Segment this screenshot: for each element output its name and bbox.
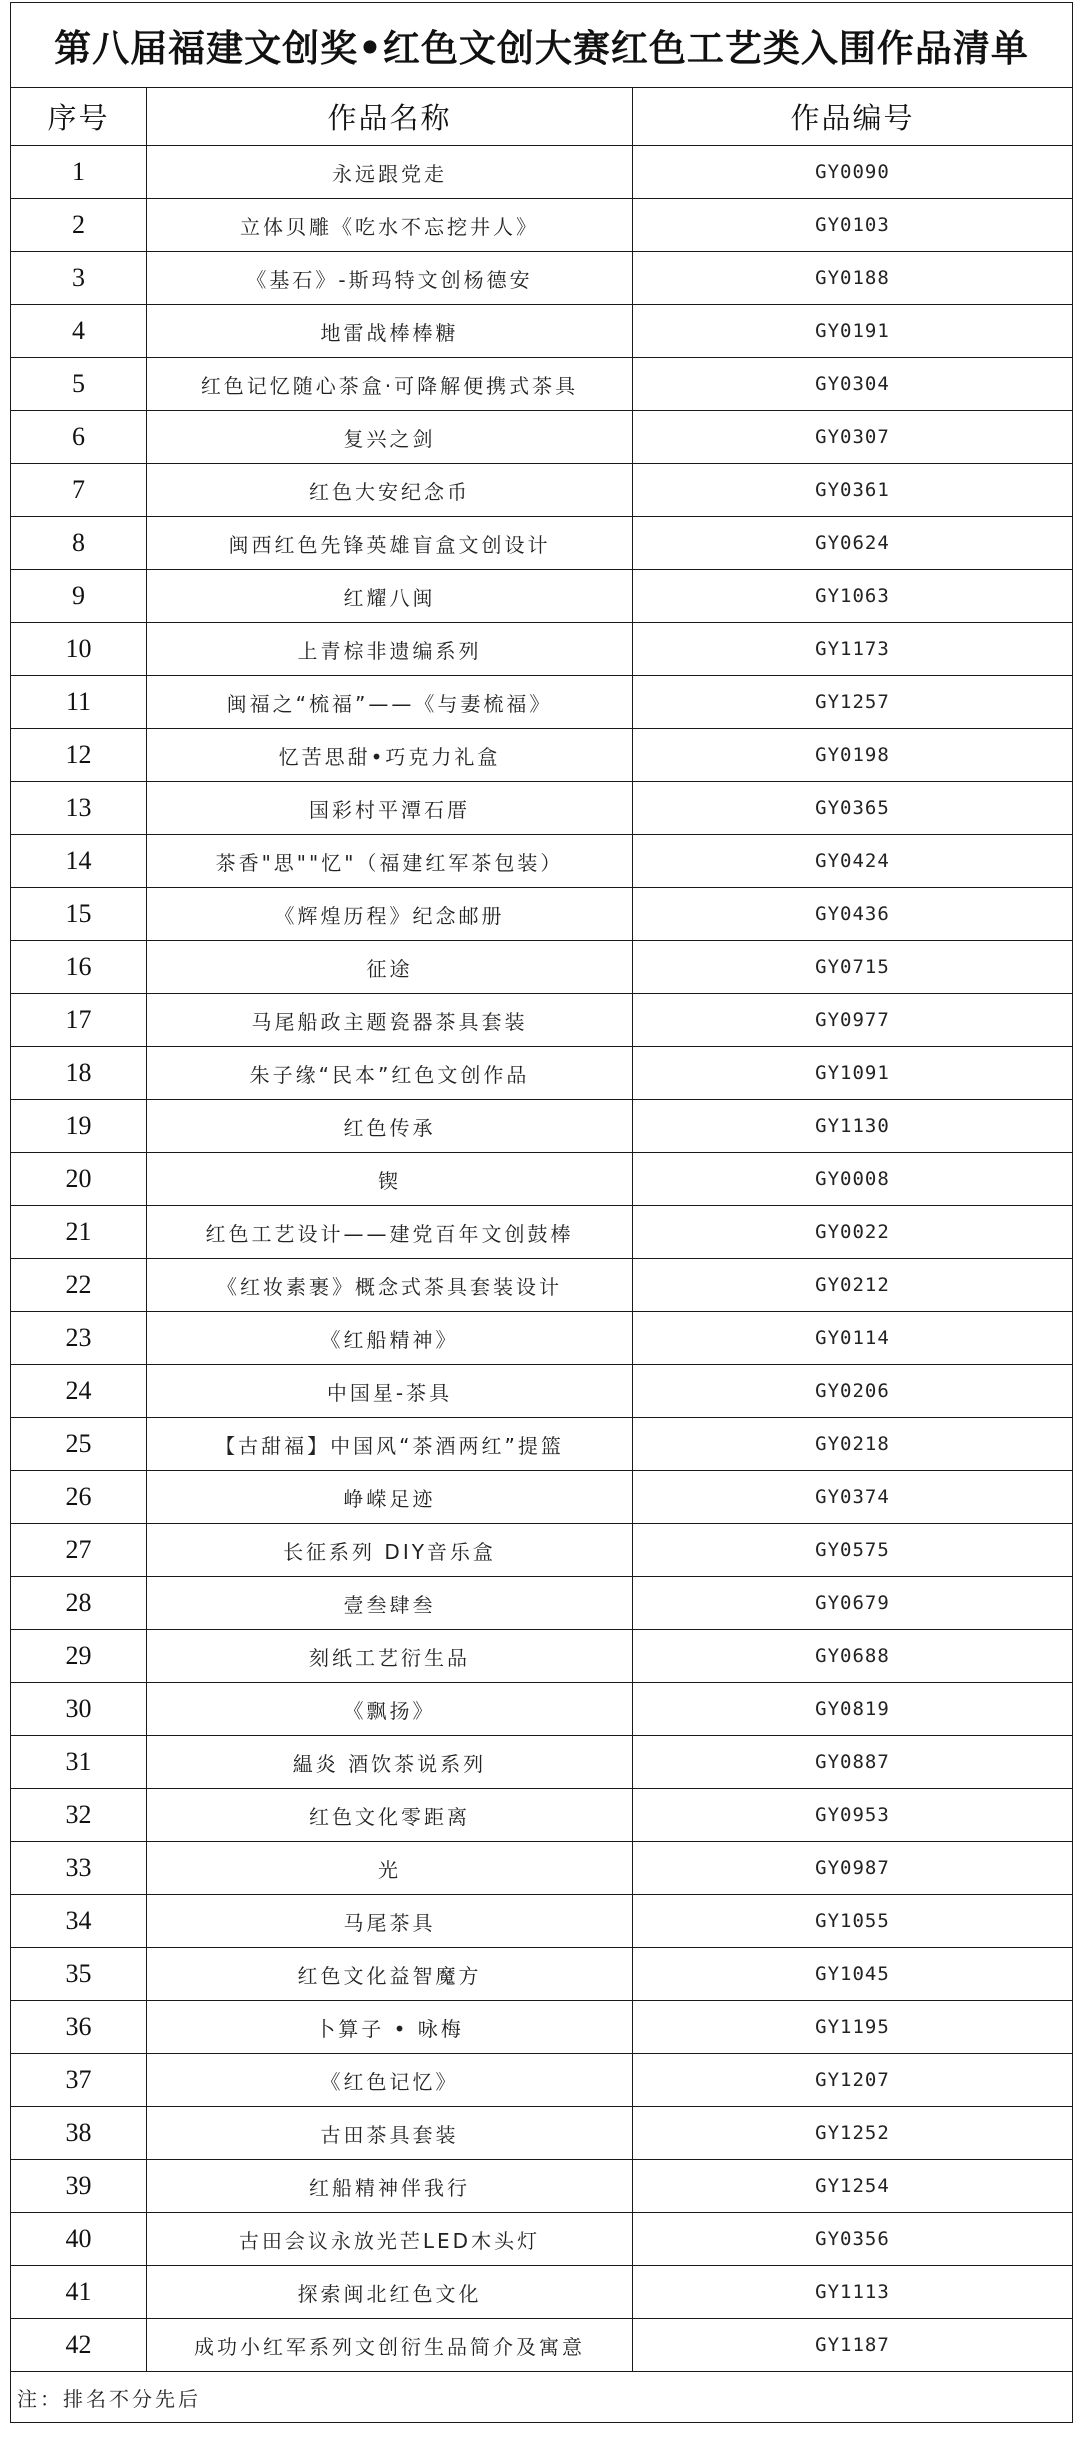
row-index: 14: [11, 835, 147, 888]
row-name: 红色大安纪念币: [147, 464, 633, 517]
row-code: GY0361: [633, 464, 1073, 517]
row-name: 复兴之剑: [147, 411, 633, 464]
row-code: GY0008: [633, 1153, 1073, 1206]
row-name: 马尾船政主题瓷器茶具套装: [147, 994, 633, 1047]
row-code: GY0198: [633, 729, 1073, 782]
row-index: 2: [11, 199, 147, 252]
row-index: 27: [11, 1524, 147, 1577]
row-code: GY1045: [633, 1948, 1073, 2001]
table-row: [11, 1683, 1073, 1736]
row-index: 25: [11, 1418, 147, 1471]
row-code: GY0987: [633, 1842, 1073, 1895]
table-row: [11, 1895, 1073, 1948]
row-index: 20: [11, 1153, 147, 1206]
row-code: GY0212: [633, 1259, 1073, 1312]
table-row: [11, 623, 1073, 676]
row-code: GY0715: [633, 941, 1073, 994]
entry-list-table: [10, 2, 1073, 2423]
row-code: GY1257: [633, 676, 1073, 729]
row-index: 23: [11, 1312, 147, 1365]
table-row: [11, 1524, 1073, 1577]
row-index: 42: [11, 2319, 147, 2372]
row-code: GY0624: [633, 517, 1073, 570]
row-code: GY1207: [633, 2054, 1073, 2107]
row-code: GY0819: [633, 1683, 1073, 1736]
row-index: 16: [11, 941, 147, 994]
table-row: [11, 2160, 1073, 2213]
table-row: [11, 835, 1073, 888]
header-code: 作品编号: [633, 88, 1073, 146]
page-title: 第八届福建文创奖•红色文创大赛红色工艺类入围作品清单: [11, 3, 1073, 88]
row-index: 9: [11, 570, 147, 623]
table-row: [11, 464, 1073, 517]
table-row: [11, 888, 1073, 941]
table-row: [11, 1100, 1073, 1153]
row-name: 立体贝雕《吃水不忘挖井人》: [147, 199, 633, 252]
row-name: 《红色记忆》: [147, 2054, 633, 2107]
table-row: [11, 676, 1073, 729]
row-name: 忆苦思甜•巧克力礼盒: [147, 729, 633, 782]
row-name: 中国星-茶具: [147, 1365, 633, 1418]
row-name: 卜算子 • 咏梅: [147, 2001, 633, 2054]
row-name: 红色工艺设计——建党百年文创鼓棒: [147, 1206, 633, 1259]
row-code: GY0679: [633, 1577, 1073, 1630]
row-name: 长征系列 DIY音乐盒: [147, 1524, 633, 1577]
row-name: 红船精神伴我行: [147, 2160, 633, 2213]
row-code: GY0022: [633, 1206, 1073, 1259]
table-row: [11, 358, 1073, 411]
row-name: 国彩村平潭石厝: [147, 782, 633, 835]
row-name: 锲: [147, 1153, 633, 1206]
row-name: 緼炎 酒饮茶说系列: [147, 1736, 633, 1789]
row-name: 红色文化益智魔方: [147, 1948, 633, 2001]
row-code: GY0188: [633, 252, 1073, 305]
row-index: 32: [11, 1789, 147, 1842]
row-index: 17: [11, 994, 147, 1047]
row-code: GY0575: [633, 1524, 1073, 1577]
row-name: 光: [147, 1842, 633, 1895]
row-code: GY1113: [633, 2266, 1073, 2319]
row-index: 40: [11, 2213, 147, 2266]
table-row: [11, 782, 1073, 835]
row-code: GY0191: [633, 305, 1073, 358]
row-name: 红色记忆随心茶盒·可降解便携式茶具: [147, 358, 633, 411]
row-name: 峥嵘足迹: [147, 1471, 633, 1524]
row-code: GY0307: [633, 411, 1073, 464]
row-index: 11: [11, 676, 147, 729]
row-name: 地雷战棒棒糖: [147, 305, 633, 358]
table-row: [11, 1630, 1073, 1683]
row-name: 上青棕非遗编系列: [147, 623, 633, 676]
row-index: 41: [11, 2266, 147, 2319]
table-row: [11, 2054, 1073, 2107]
table-row: [11, 1047, 1073, 1100]
row-name: 探索闽北红色文化: [147, 2266, 633, 2319]
row-index: 7: [11, 464, 147, 517]
row-code: GY0103: [633, 199, 1073, 252]
row-index: 33: [11, 1842, 147, 1895]
table-row: [11, 1365, 1073, 1418]
table-row: [11, 1418, 1073, 1471]
header-name: 作品名称: [147, 88, 633, 146]
row-name: 朱子缘“民本”红色文创作品: [147, 1047, 633, 1100]
table-row: [11, 994, 1073, 1047]
row-code: GY0114: [633, 1312, 1073, 1365]
row-name: 红色文化零距离: [147, 1789, 633, 1842]
header-row: [11, 88, 1073, 146]
table-row: [11, 2001, 1073, 2054]
row-code: GY1130: [633, 1100, 1073, 1153]
row-index: 22: [11, 1259, 147, 1312]
row-index: 18: [11, 1047, 147, 1100]
header-index: 序号: [11, 88, 147, 146]
row-name: 茶香"思""忆"（福建红军茶包装）: [147, 835, 633, 888]
row-code: GY0688: [633, 1630, 1073, 1683]
row-name: 成功小红军系列文创衍生品简介及寓意: [147, 2319, 633, 2372]
row-code: GY0887: [633, 1736, 1073, 1789]
row-name: 《飘扬》: [147, 1683, 633, 1736]
row-index: 19: [11, 1100, 147, 1153]
table-row: [11, 146, 1073, 199]
row-index: 36: [11, 2001, 147, 2054]
row-code: GY1055: [633, 1895, 1073, 1948]
table-row: [11, 1471, 1073, 1524]
footnote: 注：排名不分先后: [11, 2372, 1073, 2423]
row-code: GY0218: [633, 1418, 1073, 1471]
row-index: 24: [11, 1365, 147, 1418]
table-row: [11, 1577, 1073, 1630]
row-name: 永远跟党走: [147, 146, 633, 199]
row-name: 古田茶具套装: [147, 2107, 633, 2160]
row-index: 5: [11, 358, 147, 411]
table-body: [11, 146, 1073, 2372]
table-row: [11, 1842, 1073, 1895]
row-code: GY0365: [633, 782, 1073, 835]
row-index: 12: [11, 729, 147, 782]
row-index: 34: [11, 1895, 147, 1948]
row-index: 37: [11, 2054, 147, 2107]
table-row: [11, 1948, 1073, 2001]
row-name: 征途: [147, 941, 633, 994]
row-code: GY1187: [633, 2319, 1073, 2372]
table-row: [11, 411, 1073, 464]
row-code: GY0356: [633, 2213, 1073, 2266]
table-row: [11, 1736, 1073, 1789]
row-name: 红色传承: [147, 1100, 633, 1153]
row-code: GY0374: [633, 1471, 1073, 1524]
row-code: GY0977: [633, 994, 1073, 1047]
row-name: 《红船精神》: [147, 1312, 633, 1365]
row-name: 壹叁肆叁: [147, 1577, 633, 1630]
row-index: 6: [11, 411, 147, 464]
row-index: 31: [11, 1736, 147, 1789]
row-index: 4: [11, 305, 147, 358]
row-name: 《红妆素裹》概念式茶具套装设计: [147, 1259, 633, 1312]
row-code: GY1254: [633, 2160, 1073, 2213]
row-index: 3: [11, 252, 147, 305]
table-row: [11, 570, 1073, 623]
table-row: [11, 199, 1073, 252]
row-name: 闽西红色先锋英雄盲盒文创设计: [147, 517, 633, 570]
table-row: [11, 305, 1073, 358]
row-index: 29: [11, 1630, 147, 1683]
row-code: GY1091: [633, 1047, 1073, 1100]
row-index: 8: [11, 517, 147, 570]
row-name: 《基石》-斯玛特文创杨德安: [147, 252, 633, 305]
table-row: [11, 2107, 1073, 2160]
row-name: 马尾茶具: [147, 1895, 633, 1948]
table-row: [11, 252, 1073, 305]
table-row: [11, 2266, 1073, 2319]
row-index: 28: [11, 1577, 147, 1630]
row-code: GY1195: [633, 2001, 1073, 2054]
table-row: [11, 1312, 1073, 1365]
row-code: GY0953: [633, 1789, 1073, 1842]
table-row: [11, 1153, 1073, 1206]
table-row: [11, 1259, 1073, 1312]
row-name: 古田会议永放光芒LED木头灯: [147, 2213, 633, 2266]
row-index: 38: [11, 2107, 147, 2160]
table-row: [11, 2319, 1073, 2372]
row-name: 【古甜福】中国风“茶酒两红”提篮: [147, 1418, 633, 1471]
table-row: [11, 729, 1073, 782]
row-code: GY0304: [633, 358, 1073, 411]
table-row: [11, 2213, 1073, 2266]
row-index: 10: [11, 623, 147, 676]
row-code: GY1173: [633, 623, 1073, 676]
table-row: [11, 1789, 1073, 1842]
row-code: GY0424: [633, 835, 1073, 888]
row-index: 30: [11, 1683, 147, 1736]
row-index: 39: [11, 2160, 147, 2213]
row-name: 闽福之“梳福”——《与妻梳福》: [147, 676, 633, 729]
row-index: 26: [11, 1471, 147, 1524]
row-code: GY0206: [633, 1365, 1073, 1418]
row-code: GY1063: [633, 570, 1073, 623]
row-name: 红耀八闽: [147, 570, 633, 623]
table-row: [11, 517, 1073, 570]
row-index: 13: [11, 782, 147, 835]
row-index: 15: [11, 888, 147, 941]
row-index: 21: [11, 1206, 147, 1259]
table-row: [11, 1206, 1073, 1259]
row-index: 35: [11, 1948, 147, 2001]
row-name: 刻纸工艺衍生品: [147, 1630, 633, 1683]
table-row: [11, 941, 1073, 994]
row-index: 1: [11, 146, 147, 199]
row-code: GY1252: [633, 2107, 1073, 2160]
row-code: GY0436: [633, 888, 1073, 941]
row-code: GY0090: [633, 146, 1073, 199]
row-name: 《辉煌历程》纪念邮册: [147, 888, 633, 941]
